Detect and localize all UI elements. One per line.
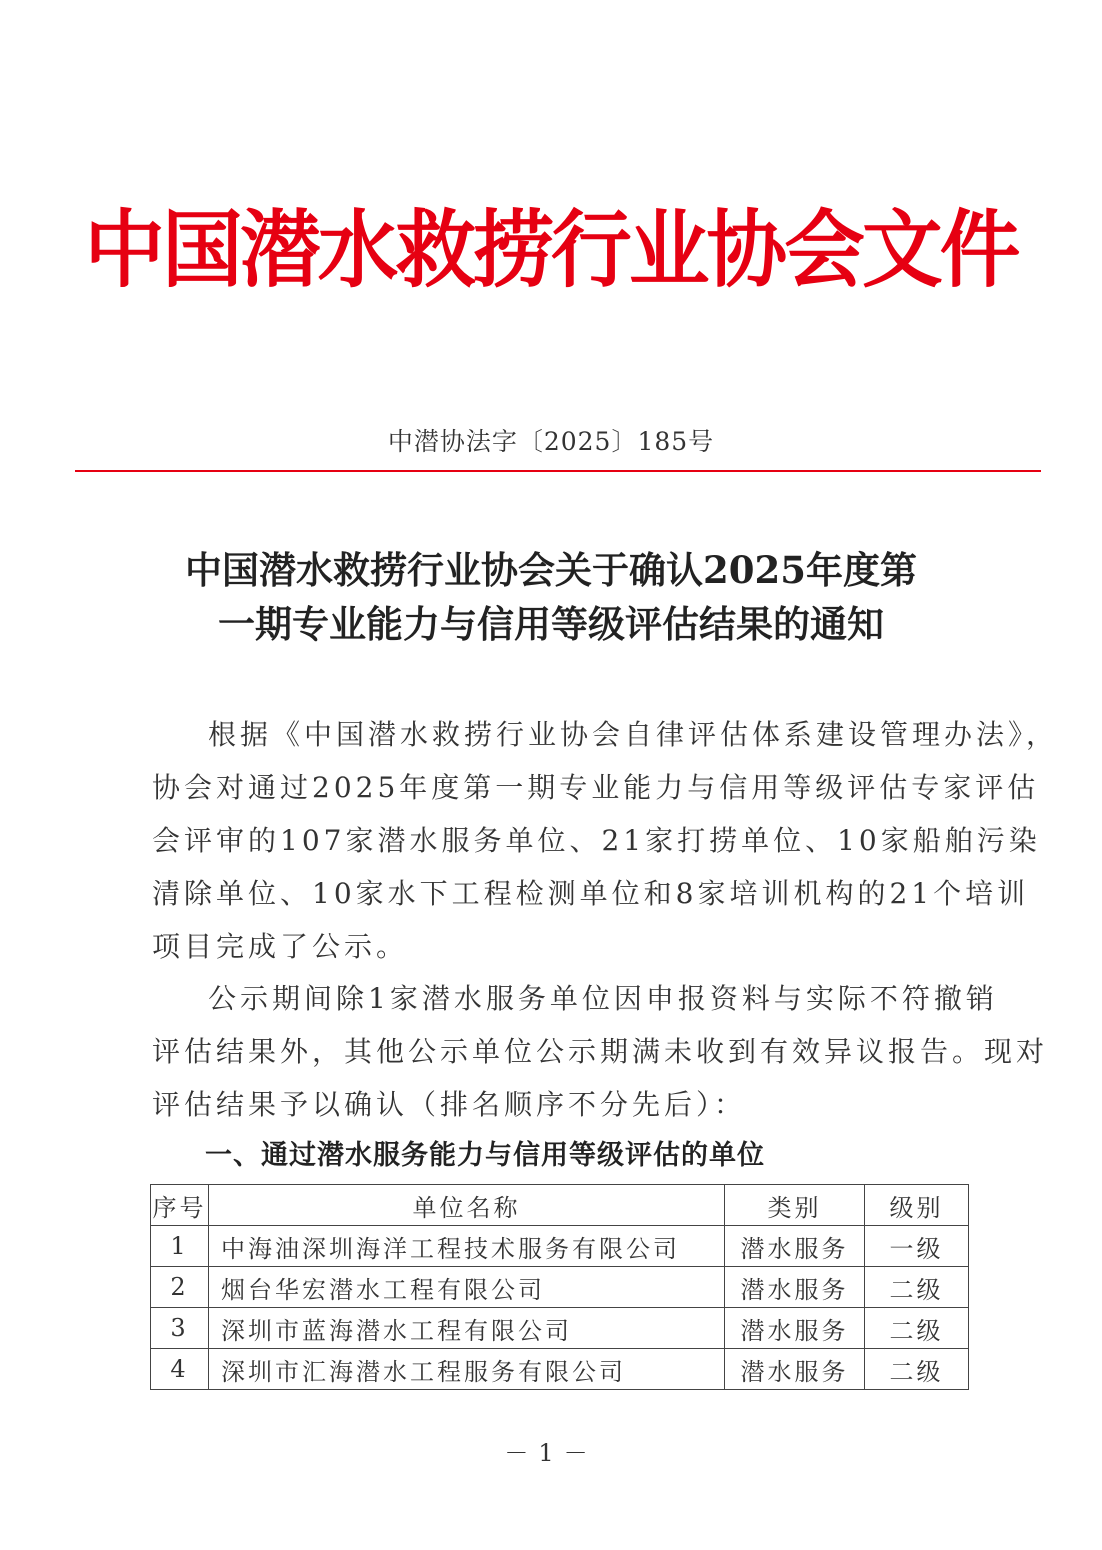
paragraph-line: 协会对通过2025年度第一期专业能力与信用等级评估专家评估 bbox=[152, 771, 1040, 804]
masthead-title: 中国潜水救捞行业协会文件 bbox=[84, 201, 1018, 299]
row-index: 3 bbox=[151, 1308, 209, 1349]
row-grade: 二级 bbox=[865, 1349, 969, 1390]
row-category: 潜水服务 bbox=[725, 1226, 865, 1267]
header-index: 序号 bbox=[151, 1185, 209, 1226]
notice-title-line: 中国潜水救捞行业协会关于确认2025年度第 bbox=[185, 548, 917, 592]
row-grade: 二级 bbox=[865, 1267, 969, 1308]
row-unit-name: 深圳市蓝海潜水工程有限公司 bbox=[209, 1308, 725, 1349]
row-unit-name: 烟台华宏潜水工程有限公司 bbox=[209, 1267, 725, 1308]
row-grade: 二级 bbox=[865, 1308, 969, 1349]
table-header-row bbox=[151, 1185, 969, 1226]
paragraph-line: 根据《中国潜水救捞行业协会自律评估体系建设管理办法》， bbox=[208, 718, 1059, 751]
paragraph-line: 评估结果外，其他公示单位公示期满未收到有效异议报告。现对 bbox=[152, 1035, 1049, 1068]
paragraph-line: 公示期间除1家潜水服务单位因申报资料与实际不符撤销 bbox=[208, 982, 998, 1015]
row-index: 2 bbox=[151, 1267, 209, 1308]
paragraph-line: 会评审的107家潜水服务单位、21家打捞单位、10家船舶污染 bbox=[152, 824, 1041, 857]
header-unit-name: 单位名称 bbox=[209, 1185, 725, 1226]
section-heading: 一、通过潜水服务能力与信用等级评估的单位 bbox=[205, 1140, 765, 1171]
table-row bbox=[151, 1267, 969, 1308]
row-index: 1 bbox=[151, 1226, 209, 1267]
body-paragraph-1 bbox=[152, 708, 1059, 973]
paragraph-line: 项目完成了公示。 bbox=[152, 930, 409, 963]
row-index: 4 bbox=[151, 1349, 209, 1390]
row-unit-name: 中海油深圳海洋工程技术服务有限公司 bbox=[209, 1226, 725, 1267]
red-divider-line bbox=[75, 470, 1041, 472]
row-category: 潜水服务 bbox=[725, 1267, 865, 1308]
notice-title bbox=[0, 543, 1102, 651]
table-row bbox=[151, 1226, 969, 1267]
row-grade: 一级 bbox=[865, 1226, 969, 1267]
row-category: 潜水服务 bbox=[725, 1308, 865, 1349]
assessment-results-table bbox=[150, 1184, 969, 1390]
header-category: 类别 bbox=[725, 1185, 865, 1226]
paragraph-line: 评估结果予以确认（排名顺序不分先后）： bbox=[152, 1088, 747, 1121]
row-unit-name: 深圳市汇海潜水工程服务有限公司 bbox=[209, 1349, 725, 1390]
row-category: 潜水服务 bbox=[725, 1349, 865, 1390]
table-row bbox=[151, 1349, 969, 1390]
table-row bbox=[151, 1308, 969, 1349]
document-number: 中潜协法字〔2025〕185号 bbox=[387, 427, 715, 456]
paragraph-line: 清除单位、10家水下工程检测单位和8家培训机构的21个培训 bbox=[152, 877, 1030, 910]
notice-title-line: 一期专业能力与信用等级评估结果的通知 bbox=[218, 602, 884, 646]
body-paragraph-2 bbox=[152, 972, 1049, 1131]
page-number: －1－ bbox=[504, 1439, 598, 1467]
header-grade: 级别 bbox=[865, 1185, 969, 1226]
